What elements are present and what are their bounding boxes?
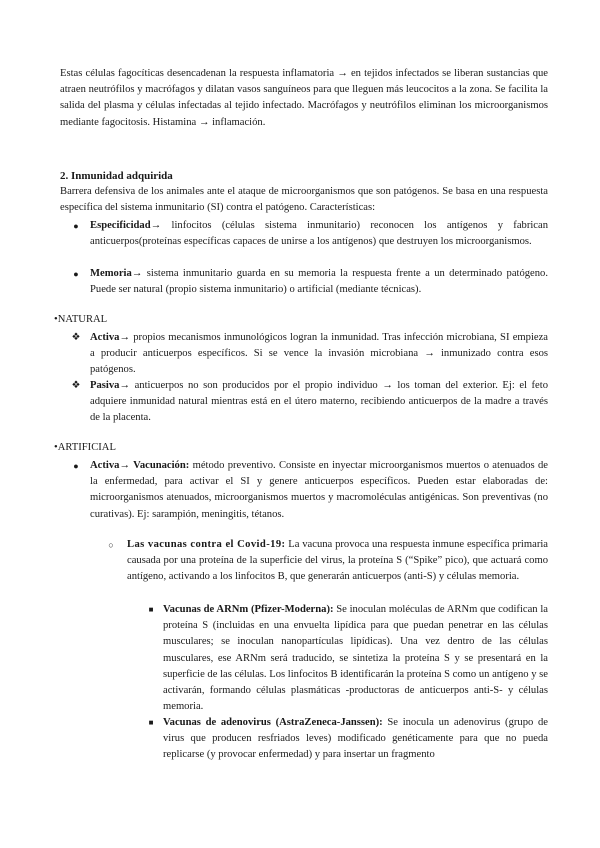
list-item-term: Especificidad bbox=[90, 220, 151, 231]
natural-heading: •NATURAL bbox=[54, 314, 108, 325]
bullet-icon: ● bbox=[73, 269, 79, 279]
vaccine-text: Se inocula un adenovirus (grupo de virus que producen resfriados leves) modificado genéticamente para que no pueda replicarse (y provocar enfermedad) y para insertar un fragmento bbox=[163, 717, 548, 761]
circle-bullet-icon: ○ bbox=[108, 540, 114, 550]
square-bullet-icon: ■ bbox=[148, 718, 154, 727]
list-item-text: propios mecanismos inmunológicos logran la inmunidad. Tras infección microbiana, SI empieza a producir anticuerpos específicos. Si se vence la invasión microbiana → inmunizado contra esos patógenos. bbox=[90, 332, 548, 376]
vaccine-text: Se inoculan moléculas de ARNm que codifican la proteína S (incluidas en una envuelta lipídica para que puedan penetrar en las células musculares; se inoculan nanopartículas lipídicas). Una vez dentro de las células musculares, ese ARNm será traducido, se sintetiza la proteína S y se presentará en la superficie de las células. Los linfocitos B identificarán la proteína S como un antígeno y se activarán, formando células plasmáticas -productoras de anticuerpos anti-S- y células memoria. bbox=[163, 604, 548, 713]
list-item-text: → linfocitos (células sistema inmunitario) reconocen los antígenos y fabrican anticuerpos(proteínas específicas capaces de unirse a los antígenos) que destruyen los microorganismos. bbox=[90, 220, 548, 248]
list-item bbox=[73, 458, 548, 523]
list-item-text: método preventivo. Consiste en inyectar microorganismos muertos o atenuados de la enfermedad, para activar el SI y genere anticuerpos específicos. Pueden estar elaboradas de: microorganismos atenuados, microorganismos muertos y macromoléculas antigénicas. Son preventivas (no curativas). Ej: sarampión, meningitis, tétanos. bbox=[90, 460, 548, 520]
diamond-bullet-icon: ❖ bbox=[71, 332, 81, 343]
list-item-text: → sistema inmunitario guarda en su memoria la respuesta frente a un determinado patógeno. Puede ser natural (propio sistema inmunitario) o artificial (mediante técnicas). bbox=[90, 268, 548, 296]
vaccine-term: Vacunas de adenovirus (AstraZeneca-Janssen): bbox=[163, 717, 383, 728]
list-item bbox=[71, 330, 548, 379]
bullet-icon: ● bbox=[73, 221, 79, 231]
list-item-term: Activa→ Vacunación: bbox=[90, 460, 190, 471]
artificial-heading: •ARTIFICIAL bbox=[54, 442, 116, 453]
list-item bbox=[71, 378, 548, 427]
list-item bbox=[73, 266, 548, 298]
list-item-term: Activa→ bbox=[90, 332, 131, 343]
section-heading-inmunidad-adquirida: 2. Inmunidad adquirida bbox=[60, 170, 173, 182]
diamond-bullet-icon: ❖ bbox=[71, 380, 81, 391]
section-paragraph: Barrera defensiva de los animales ante el ataque de microorganismos que son patógenos. Se basa en una respuesta específica del sistema inmunitario (SI) contra el patógeno. Características: bbox=[60, 186, 548, 214]
vaccine-item bbox=[148, 715, 548, 764]
bullet-icon: ● bbox=[73, 461, 79, 471]
square-bullet-icon: ■ bbox=[148, 605, 154, 614]
list-item-term: Pasiva→ bbox=[90, 380, 131, 391]
covid-term: Las vacunas contra el Covid-19: bbox=[127, 539, 286, 550]
covid-text: La vacuna provoca una respuesta inmune específica primaria causada por una proteína de la superficie del virus, la proteína S (“Spike” pico), que actuará como antígeno, activando a los linfocitos B, que generarán anticuerpos (anti-S) y células memoria. bbox=[127, 539, 548, 583]
list-item-term: Memoria bbox=[90, 268, 132, 279]
covid-item bbox=[108, 537, 548, 586]
vaccine-term: Vacunas de ARNm (Pfizer-Moderna): bbox=[163, 604, 334, 615]
list-item bbox=[73, 218, 548, 250]
list-item-text: anticuerpos no son producidos por el propio individuo → los toman del exterior. Ej: el feto adquiere inmunidad natural mientras está en el útero materno, recibiendo anticuerpos de la madre a través de la placenta. bbox=[90, 380, 548, 424]
intro-paragraph: Estas células fagocíticas desencadenan la respuesta inflamatoria → en tejidos infectados se liberan sustancias que atraen neutrófilos y macrófagos y dilatan vasos sanguíneos para que lleguen más leucocitos a la zona. Se facilita la salida del plasma y células infectadas al tejido infectado. Macrófagos y neutrófilos eliminan los microorganismos mediante fagocitosis. Histamina → inflamación. bbox=[60, 68, 548, 128]
vaccine-item bbox=[148, 602, 548, 715]
